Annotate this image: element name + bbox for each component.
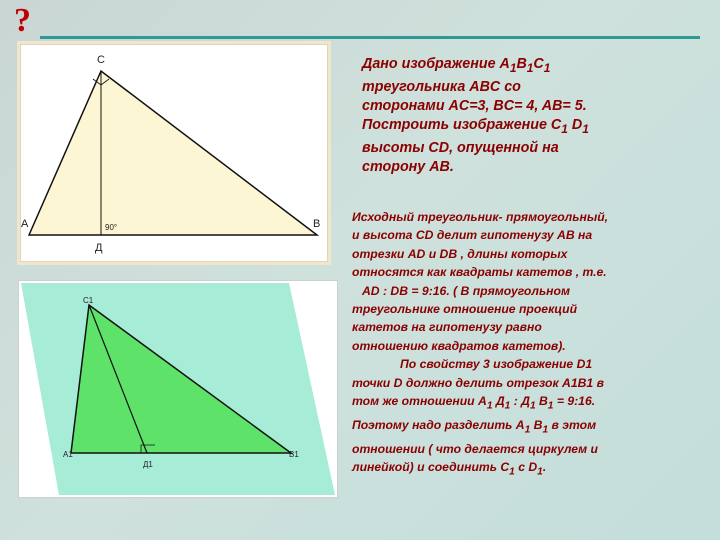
given-line-4: Построить изображение $C_1$ $D_1$ (362, 116, 589, 136)
explain-line-14: линейкой) и соединить $C_1$ с $D_1$. (352, 460, 547, 478)
explain-line-2: и высота CD делит гипотенузу AB на (352, 228, 593, 243)
label-b: В (313, 218, 321, 230)
explain-line-6: треугольнике отношение проекций (352, 302, 578, 317)
given-line-6: сторону AB. (362, 158, 454, 175)
label-c: С (97, 54, 105, 66)
triangle-abc (29, 71, 317, 235)
label-a: А (21, 218, 29, 230)
given-line-5: высоты CD, опущенной на (362, 139, 559, 156)
explain-line-3: отрезки AD и DB , длины которых (352, 246, 568, 261)
explain-line-9: По свойству 3 изображение D1 (400, 357, 593, 372)
explain-line-4: относятся как квадраты катетов , т.е. (352, 265, 607, 280)
title-divider (40, 36, 700, 39)
original-triangle-svg (21, 45, 327, 261)
label-a1: А1 (63, 450, 73, 459)
figure-projection (18, 280, 338, 498)
explain-line-11: том же отношении $A_1$ $Д_1$ : $Д_1$ $B_1$ = 9:16. (352, 394, 596, 412)
label-d1: Д1 (143, 460, 153, 469)
problem-statement (362, 55, 702, 177)
given-line-1: Дано изображение $A_1B_1C_1$ (362, 56, 551, 75)
explain-line-1: Исходный треугольник- прямоугольный, (352, 210, 609, 224)
question-mark: ? (14, 2, 31, 39)
explain-line-13: отношении ( что делается циркулем и (352, 441, 598, 456)
solution-explanation (352, 208, 714, 482)
given-line-3: сторонами AC=3, BC= 4, AB= 5. (362, 97, 587, 114)
label-b1: В1 (289, 450, 299, 459)
right-angle-mark-d: 90° (105, 223, 118, 232)
explain-line-5: AD : DB = 9:16. ( В прямоугольном (362, 283, 571, 298)
explain-line-10: точки D должно делить отрезок A1B1 в (352, 375, 604, 390)
label-c1: С1 (83, 296, 94, 305)
figure-original-triangle (20, 44, 328, 262)
explain-line-8: отношению квадратов катетов). (352, 338, 566, 353)
projection-svg (19, 281, 337, 497)
label-d: Д (95, 242, 103, 254)
explain-line-7: катетов на гипотенузу равно (352, 320, 542, 335)
given-line-2: треугольника ABC со (362, 78, 521, 95)
explain-line-12: Поэтому надо разделить $A_1$ $B_1$ в этом (352, 417, 597, 436)
